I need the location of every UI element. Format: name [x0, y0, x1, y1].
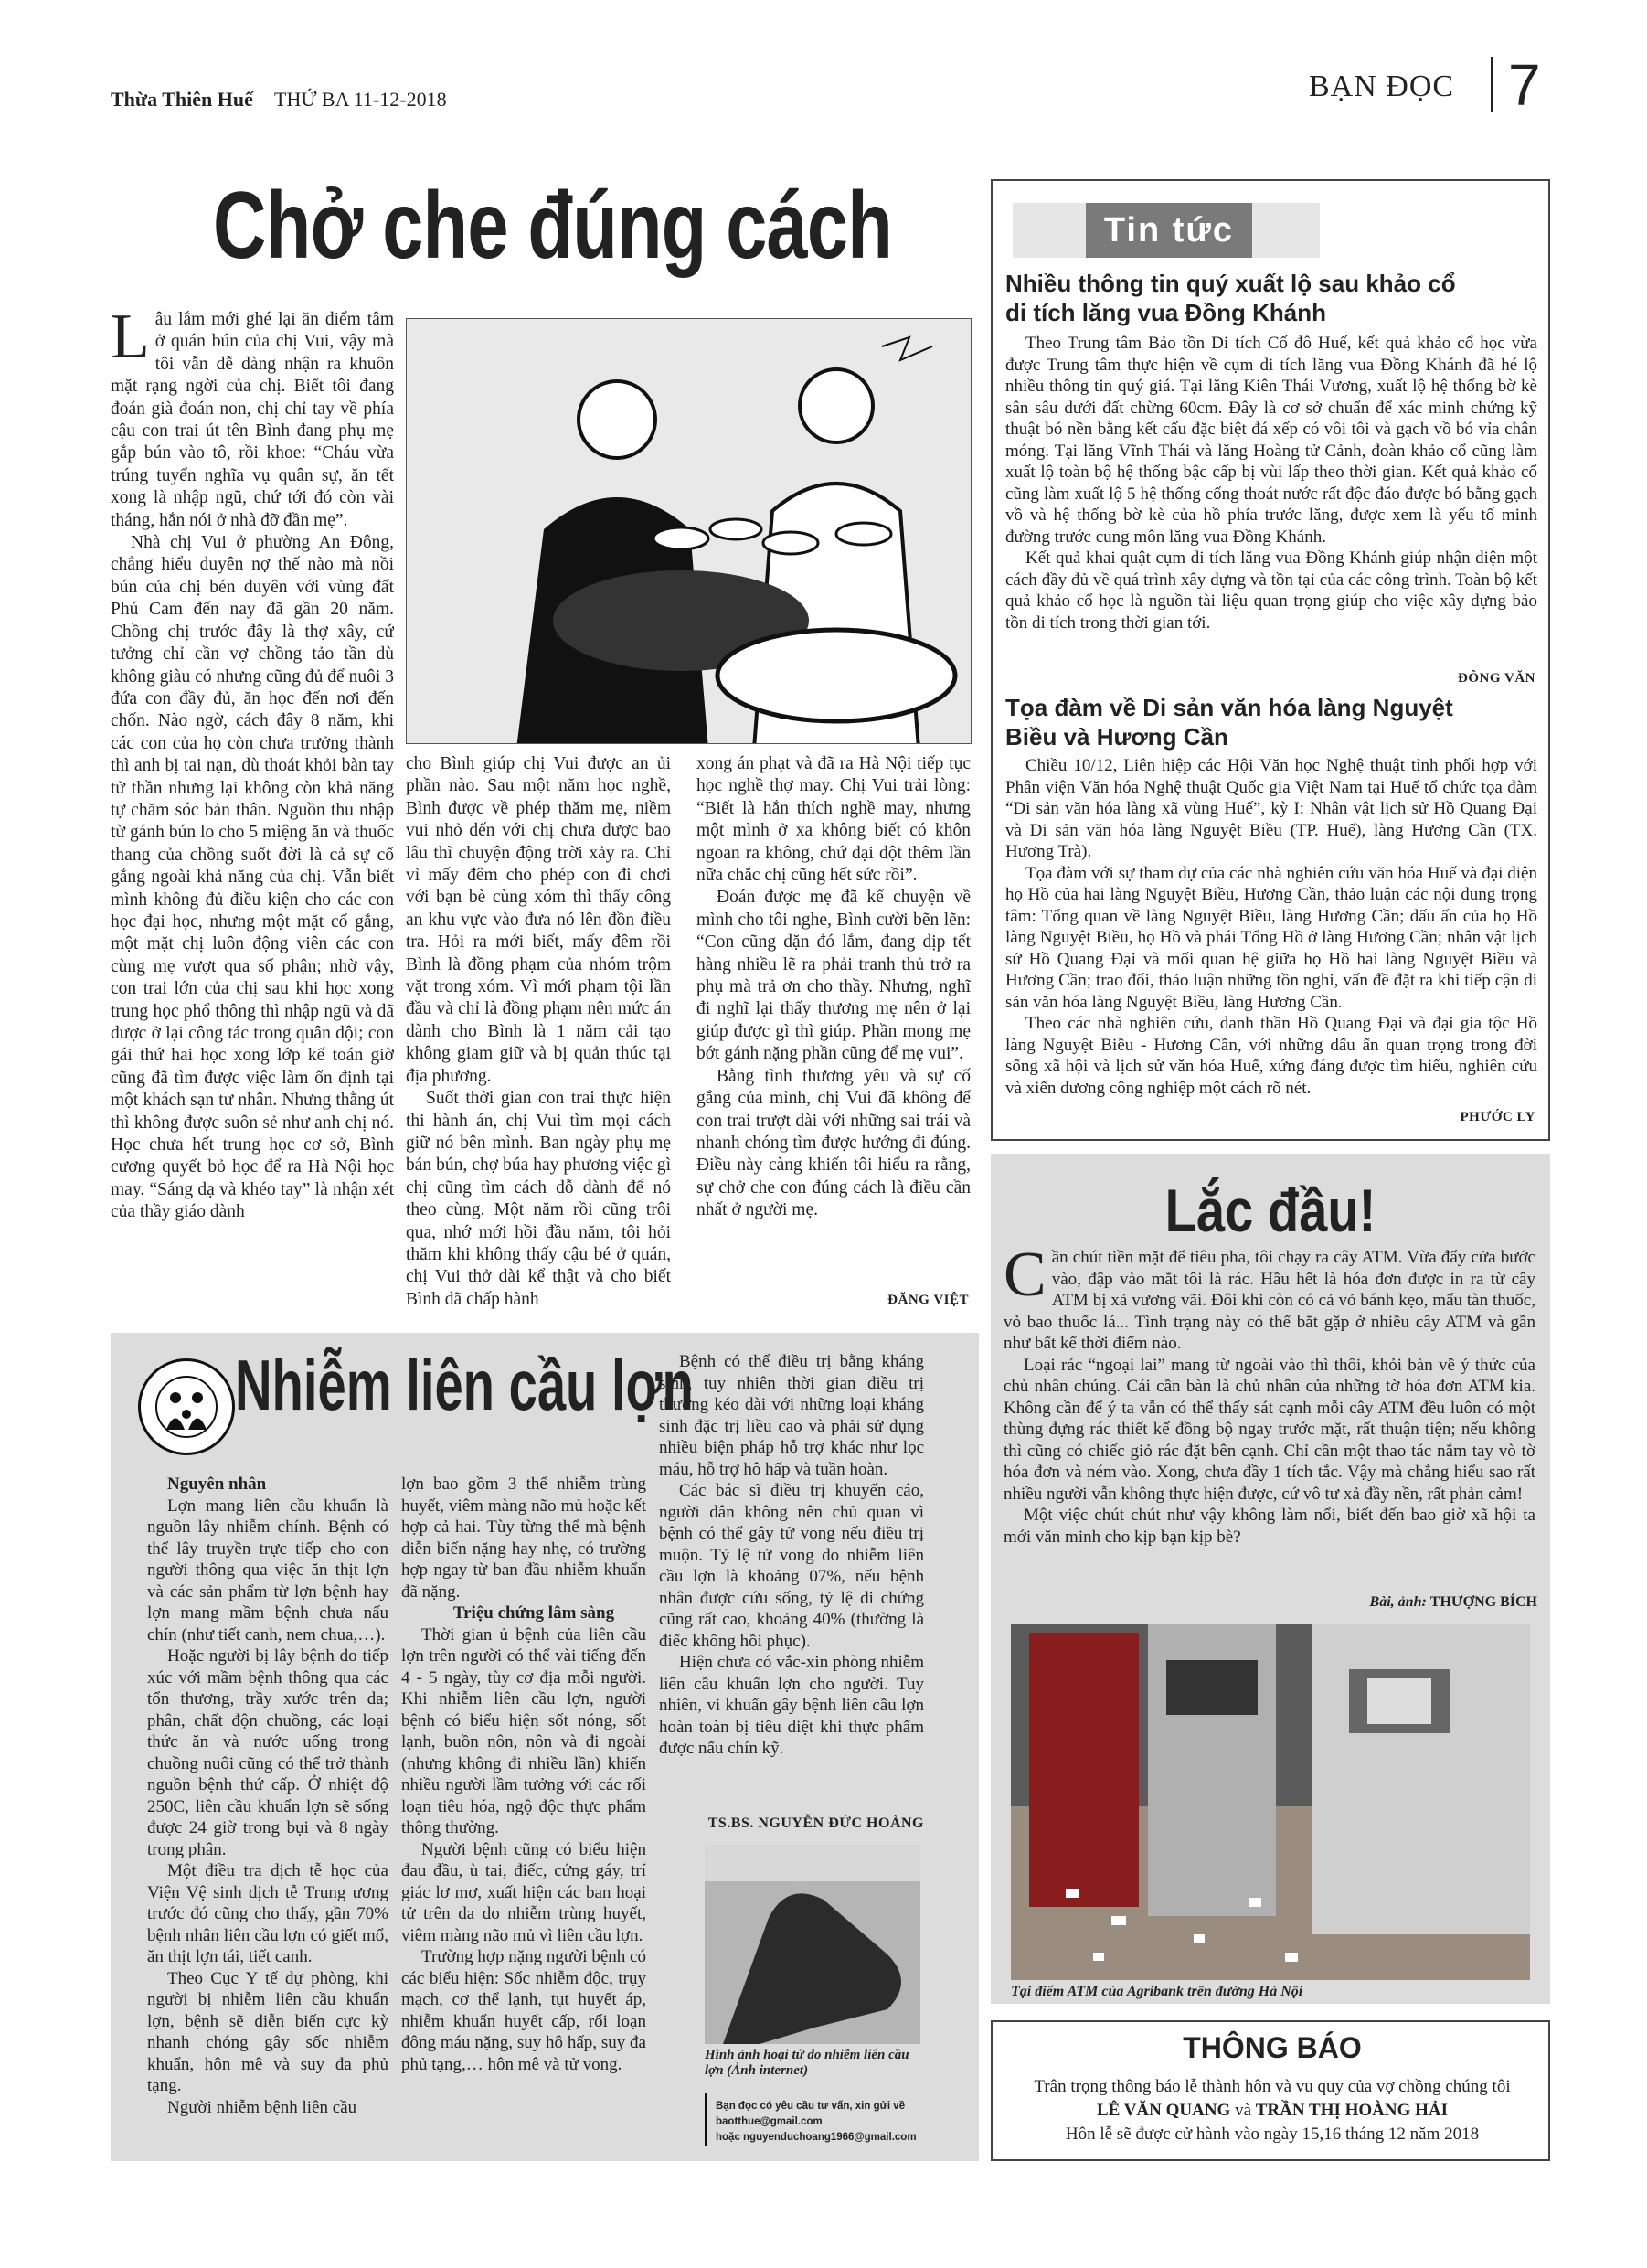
paragraph: xong án phạt và đã ra Hà Nội tiếp tục học nghề thợ may. Chị Vui trải lòng: “Biết là hắn thích nghề may, nhưng một mình ở xa không biết có khôn ngoan ra không, chứ dại dột thêm lần nữa chắc chị cũng hết sức rồi”.: [696, 754, 971, 886]
article-illustration: [406, 318, 972, 744]
necrosis-photo-caption: Hình ảnh hoại tử do nhiễm liên cầu lợn (Ảnh internet): [705, 2048, 909, 2078]
health-byline: TS.BS. NGUYỄN ĐỨC HOÀNG: [707, 1815, 924, 1831]
notice-box: [991, 2020, 1550, 2161]
paragraph: Suốt thời gian con trai thực hiện thi hành án, chị Vui tìm mọi cách giữ nó bên mình. Ban ngày phụ mẹ bán bún, chợ búa hay phương việc gì chị cũng tìm cách dỗ dành để nó theo cùng. Một năm rồi cũng trôi qua, nhớ mới hồi đầu năm, tôi hỏi thăm khi không thấy cậu bé ở quán, chị Vui thở dài kể thật và cho biết Bình đã chấp hành: [406, 1089, 671, 1309]
article-title: Chở che đúng cách: [213, 173, 893, 279]
news-item-1-body: [1005, 333, 1537, 671]
health-column-1: [147, 1474, 388, 2150]
byline-name: THƯỢNG BÍCH: [1429, 1594, 1537, 1610]
opinion-byline: [1174, 1594, 1537, 1611]
news-item-1-byline: ĐÔNG VĂN: [1458, 671, 1535, 686]
notice-line-1: Trân trọng thông báo lễ thành hôn và vu quy của vợ chồng chúng tôi: [1034, 2077, 1511, 2096]
contact-info: [716, 2099, 928, 2146]
atm-photo-caption: Tại điểm ATM của Agribank trên đường Hà Nội: [1011, 1984, 1303, 1999]
notice-and: và: [1235, 2101, 1252, 2120]
necrosis-photo: [705, 1845, 920, 2044]
newspaper-name: Thừa Thiên Huế: [111, 88, 253, 111]
paragraph: Loại rác “ngoại lai” mang từ ngoài vào thì thôi, khỏi bàn về ý thức của chủ nhân chúng. Cái cần bàn là chủ nhân của những tờ hóa đơn ATM kia. Không cần để ý ta vẫn có thể thấy sát cạnh mỗi cây ATM đều luôn có một thùng đựng rác thiết kế đồng bộ ngay trước mặt, rất thuận tiện; nếu không thì cũng có chiếc giỏ rác đặt bên cạnh. Chỉ cần một thao tác nắm tay vò tờ hóa đơn và ném vào. Xong, chưa đầy 1 tích tắc. Vậy mà chẳng hiểu sao rất nhiều người vẫn không thực hiện được, cứ vô tư xả đầy nền, rất phản cảm!: [1004, 1355, 1535, 1504]
drop-cap: L: [111, 309, 150, 372]
article-byline: ĐĂNG VIỆT: [887, 1293, 969, 1307]
paragraph: âu lắm mới ghé lại ăn điểm tâm ở quán bún của chị Vui, vậy mà tôi vẫn dễ dàng nhận ra khuôn mặt rạng ngời của chị. Biết tôi đang đoán già đoán non, chị chỉ tay về phía cậu con trai út tên Bình đang phụ mẹ gắp bún vào tô, rồi khoe: “Cháu vừa trúng tuyển nghĩa vụ quân sự, ăn tết xong là nhập ngũ, chứ tới đó còn vài tháng, hắn nói ở nhà đỡ đần mẹ”.: [111, 310, 394, 530]
health-column-2: [401, 1474, 646, 2150]
news-label-bar: [1013, 203, 1320, 258]
family-logo-icon: [141, 1361, 232, 1453]
health-column-3: [659, 1351, 924, 1826]
article-column-3: [696, 753, 971, 1293]
paragraph: Chiều 10/12, Liên hiệp các Hội Văn học Nghệ thuật tỉnh phối hợp với Phân viện Văn hóa Nghệ thuật Quốc gia Việt Nam tại Huế tổ chức tọa đàm “Di sản văn hóa làng xã vùng Huế”, kỳ I: Nhân vật lịch sử Hồ Quang Đại và Di sản văn hóa làng Nguyệt Biều (TP. Huế), làng Hương Cần (TX. Hương Trà).: [1005, 756, 1537, 861]
contact-bar: [705, 2093, 707, 2146]
paragraph: Hiện chưa có vắc-xin phòng nhiễm liên cầu khuẩn lợn cho người. Tuy nhiên, vi khuẩn gây bệnh liên cầu lợn hoàn toàn bị tiêu diệt khi thực phẩm được nấu chín kỹ.: [659, 1653, 924, 1758]
news-item-1-title: Nhiều thông tin quý xuất lộ sau khảo cổ di tích lăng vua Đồng Khánh: [1005, 270, 1456, 326]
article-column-2: [406, 753, 671, 1315]
paragraph: Các bác sĩ điều trị khuyến cáo, người dân không nên chủ quan vì bệnh có thể gây tử vong nếu điều trị muộn. Tỷ lệ tử vong do nhiễm liên cầu lợn là khoảng 07%, nếu bệnh nhân được cứu sống, tỷ lệ di chứng cũng rất cao, khoảng 40% (thường là điếc không hồi phục).: [659, 1481, 924, 1651]
paragraph: Trường hợp nặng người bệnh có các biểu hiện: Sốc nhiễm độc, trụy mạch, cơ thể lạnh, tụt huyết áp, nhiễm khuẩn huyết cấp, rối loạn đông máu nặng, suy hô hấp, suy đa phủ tạng,… hôn mê và tử vong.: [401, 1947, 646, 2074]
leg-photo-graphic: [705, 1845, 920, 2044]
paragraph: Kết quả khai quật cụm di tích lăng vua Đồng Khánh giúp nhận diện một cách đầy đủ về quá trình xây dựng và tồn tại của các công trình. Toàn bộ kết quả khảo cổ học là nguồn tài liệu quan trọng giúp cho việc xây dựng bảo tồn di tích trong thời gian tới.: [1005, 548, 1537, 633]
opinion-body: [1004, 1247, 1535, 1649]
health-heading: Triệu chứng lâm sàng: [452, 1603, 615, 1623]
health-logo: [138, 1358, 235, 1455]
news-item-2-byline: PHƯỚC LY: [1460, 1110, 1535, 1124]
atm-photo-graphic: [1011, 1624, 1530, 1980]
paragraph: Một điều tra dịch tễ học của Viện Vệ sinh dịch tễ Trung ương trước đó cũng cho thấy, gần 70% bệnh nhân liên cầu lợn có giết mổ, ăn thịt lợn tái, tiết canh.: [147, 1861, 388, 1966]
paragraph: Hoặc người bị lây bệnh do tiếp xúc với mầm bệnh thông qua các tổn thương, trầy xước trên da; phân, chất độn chuồng, các loại thức ăn và nước uống trong chuồng nuôi cũng có thể trở thành nguồn bệnh thứ cấp. Ở nhiệt độ 250C, liên cầu khuẩn lợn sẽ sống được 24 giờ trong bụi và 8 ngày trong phân.: [147, 1646, 388, 1859]
opinion-title: Lắc đầu!: [1164, 1177, 1376, 1244]
notice-title: THÔNG BÁO: [1183, 2031, 1362, 2064]
atm-photo: [1011, 1624, 1530, 1980]
contact-email[interactable]: baotthue@gmail.com: [716, 2116, 823, 2127]
paragraph: Thời gian ủ bệnh của liên cầu lợn trên người có thể vài tiếng đến 4 - 5 ngày, tùy cơ địa mỗi người. Khi nhiễm liên cầu lợn, người bệnh có biểu hiện sốt nóng, sốt lạnh, buồn nôn, nôn và đi ngoài (nhưng không đi nhiều lần) khiến nhiều người lầm tưởng với các rối loạn tiêu hóa, ngộ độc thực phẩm thông thường.: [401, 1624, 646, 1837]
paragraph: Bệnh có thể điều trị bằng kháng sinh, tuy nhiên thời gian điều trị thường kéo dài với những loại kháng sinh đặc trị liều cao và phải sử dụng nhiều biện pháp hỗ trợ khác như lọc máu, hỗ trợ hô hấp và tuần hoàn.: [659, 1352, 924, 1479]
health-title: Nhiễm liên cầu lợn: [235, 1345, 694, 1425]
news-box: [991, 179, 1550, 1141]
contact-line: Bạn đọc có yêu cầu tư vấn, xin gửi về: [716, 2101, 906, 2112]
news-item-2-body: [1005, 755, 1537, 1112]
groom-name: LÊ VĂN QUANG: [1096, 2101, 1231, 2120]
bride-name: TRẦN THỊ HOÀNG HẢI: [1255, 2101, 1449, 2120]
notice-line-3: Hôn lễ sẽ được cử hành vào ngày 15,16 tháng 12 năm 2018: [1065, 2124, 1480, 2144]
notice-line-2: [993, 2101, 1552, 2121]
paragraph: Một việc chút chút như vậy không làm nổi, biết đến bao giờ xã hội ta mới văn minh cho kịp bạn kịp bè?: [1004, 1506, 1535, 1547]
paragraph: Tọa đàm với sự tham dự của các nhà nghiên cứu văn hóa Huế và đại diện họ Hồ của hai làng Nguyệt Biều, Hương Cần, thảo luận các nội dung trọng tâm: Tổng quan về làng Nguyệt Biều, làng Hương Cần; dấu ấn của họ Hồ làng Nguyệt Biều, họ Hồ và phái Tổng Hồ ở làng Hương Cần; nhân vật lịch sử Hồ Quang Đại và mối quan hệ giữa họ Hồ hai làng Nguyệt Biều và Hương Cần; trao đổi, thảo luận những tồn nghi, vấn đề đặt ra khi tiếp cận di sản văn hóa làng Nguyệt Biều, làng Hương Cần.: [1005, 863, 1537, 1012]
paragraph: Theo các nhà nghiên cứu, danh thần Hồ Quang Đại và đại gia tộc Hồ làng Nguyệt Biều - Hương Cần, với những dấu ấn quan trọng trong đời sống xã hội và lịch sử văn hóa Huế, xứng đáng được tìm hiểu, nghiên cứu và xiển dương công nghiệp một cách rõ nét.: [1005, 1014, 1537, 1098]
paragraph: Nhà chị Vui ở phường An Đông, chẳng hiểu duyên nợ thế nào mà nồi bún của chị bén duyên với vùng đất Phú Cam đến nay đã gần 20 năm. Chồng chị trước đây là thợ xây, cứ tưởng chỉ cần vợ chồng tảo tần dù không giàu có nhưng cũng đủ để nuôi 3 đứa con đầy đủ, ăn học đến nơi đến chốn. Nào ngờ, cách đây 8 năm, khi các con của họ còn chưa trưởng thành thì anh bị tai nạn, dù thoát khỏi bàn tay tử thần nhưng lại không còn khả năng tự chăm sóc bản thân. Nguồn thu nhập từ gánh bún lo cho 5 miệng ăn và thuốc thang của chồng suốt đời là cả sự cố gắng ngoài khả năng của chị. Vẫn biết mình không đủ điều kiện cho các con học đại học, nhưng một mặt cố gắng, một mặt chị luôn động viên các con cùng mẹ vượt qua số phận; nhờ vậy, con trai lớn của chị sau khi học xong trung học phổ thông thì nhập ngũ và đã được ở lại công tác trong quân đội; con gái thứ hai học xong lớp kế toán giờ cũng đã tìm được việc làm ổn định tại một khách sạn tư nhân. Nhưng thằng út thì không được suôn sẻ như anh chị nó. Học chưa hết trung học cơ sở, Bình cương quyết bỏ học để ra Hà Nội học may. “Sáng dạ và khéo tay” là nhận xét của thầy giáo dành: [111, 533, 394, 1222]
paragraph: Đoán được mẹ đã kể chuyện về mình cho tôi nghe, Bình cười bẽn lẽn: “Con cũng dặn đó lắm, đang dịp tết hàng nhiều lẽ ra phải tranh thủ trở ra phụ mà trả ơn cho thầy. Nhưng, nghĩ đi nghĩ lại thấy thương mẹ nên ở lại giúp được gì thì giúp. Phần mong mẹ bớt gánh nặng phần cũng để mẹ vui”.: [696, 888, 971, 1064]
paragraph: Bằng tình thương yêu và sự cố gắng của mình, chị Vui đã không để con trai trượt dài với những sai trái và nhanh chóng tìm được hướng đi đúng. Điều này càng khiến tôi hiểu ra rằng, sự chở che con đúng cách là điều cần nhất ở người mẹ.: [696, 1066, 971, 1220]
paragraph: cho Bình giúp chị Vui được an ủi phần nào. Sau một năm học nghề, Bình được về phép thăm mẹ, niềm vui nhỏ đến với chị chưa được bao lâu thì chuyện động trời xảy ra. Chỉ vì mấy đêm cho phép con đi chơi với bạn bè cùng xóm thì thấy công an khu vực vào đưa nó lên đồn điều tra. Hỏi ra mới biết, mấy đêm rồi Bình là đồng phạm của nhóm trộm vặt trong xóm. Vì mới phạm tội lần đầu và chỉ là đồng phạm nên mức án dành cho Bình là 1 năm cải tạo không giam giữ và bị quản thúc tại địa phương.: [406, 754, 671, 1086]
paragraph: ần chút tiền mặt để tiêu pha, tôi chạy ra cây ATM. Vừa đẩy cửa bước vào, đập vào mắt tôi là rác. Hầu hết là hóa đơn được in ra từ cây ATM bị xả vương vãi. Đôi khi còn có cả vỏ bánh kẹo, mẩu tàn thuốc, vỏ bao thuốc lá... Tình trạng này có thể bắt gặp ở nhiều cây ATM và gần như bất kể thời điểm nào.: [1004, 1248, 1535, 1353]
paragraph: Theo Cục Y tế dự phòng, khi người bị nhiễm liên cầu khuẩn lợn, bệnh sẽ diễn biến cực kỳ nhanh chóng gây sốc nhiễm khuẩn, hôn mê và suy đa phủ tạng.: [147, 1968, 388, 2095]
drop-cap: C: [1004, 1247, 1047, 1310]
byline-label: Bài, ảnh:: [1369, 1594, 1427, 1610]
section-title: BẠN ĐỌC: [1309, 69, 1455, 103]
issue-date: THỨ BA 11-12-2018: [274, 88, 447, 111]
header-divider: [1491, 57, 1493, 112]
news-item-2-title: Tọa đàm về Di sản văn hóa làng Nguyệt Biều và Hương Cần: [1005, 694, 1453, 751]
article-column-1: [111, 309, 394, 1315]
paragraph: lợn bao gồm 3 thể nhiễm trùng huyết, viêm màng não mủ hoặc kết hợp cả hai. Tùy từng thể mà bệnh diễn biến nặng hay nhẹ, có trường hợp ngay từ ban đầu nhiễm khuẩn đã nặng.: [401, 1475, 646, 1602]
health-heading: Nguyên nhân: [167, 1475, 267, 1494]
paragraph: Người nhiễm bệnh liên cầu: [167, 2097, 357, 2117]
contact-email[interactable]: hoặc nguyenduchoang1966@gmail.com: [716, 2132, 917, 2143]
page-number: 7: [1508, 52, 1541, 118]
health-box: [111, 1333, 979, 2161]
news-label: Tin tức: [1086, 203, 1252, 258]
market-scene-illustration: [407, 319, 971, 743]
paragraph: Người bệnh cũng có biểu hiện đau đầu, ù tai, điếc, cứng gáy, trí giác lơ mơ, xuất hiện các ban hoại tử trên da do nhiễm trùng huyết, viêm màng não mủ vì liên cầu lợn.: [401, 1839, 646, 1945]
paragraph: Theo Trung tâm Bảo tồn Di tích Cố đô Huế, kết quả khảo cổ học vừa được Trung tâm thực hiện về cụm di tích lăng vua Đồng Khánh đã hé lộ nhiều thông tin quý giá. Tại lăng Kiên Thái Vương, xuất lộ hệ thống bờ kè sân sâu dưới đất chừng 60cm. Đây là cơ sở chuẩn để xác minh chứng kỹ thuật bó nền bằng kết cấu đặc biệt đá xếp có vôi tôi và gạch vồ bó vỉa chân móng. Tại lăng Vĩnh Thái và lăng Hoàng tử Cảnh, đoàn khảo cổ cũng làm xuất lộ toàn bộ hệ thống bậc cấp bị vùi lấp theo thời gian. Kết quả khảo cổ cũng làm xuất lộ 5 hệ thống cống thoát nước rất độc đáo được bó bằng gạch vồ và hệ thống bờ kè của hồ phía trước lăng, được xem là yếu tố minh đường trước cung môn lăng vua Đồng Khánh.: [1005, 334, 1537, 547]
opinion-box: [991, 1154, 1550, 2004]
paragraph: Lợn mang liên cầu khuẩn là nguồn lây nhiễm chính. Bệnh có thể lây truyền trực tiếp cho con người thông qua việc ăn thịt lợn và các sản phẩm từ lợn bệnh hay lợn mang mầm bệnh chưa nấu chín (như tiết canh, nem chua,…).: [147, 1496, 388, 1645]
